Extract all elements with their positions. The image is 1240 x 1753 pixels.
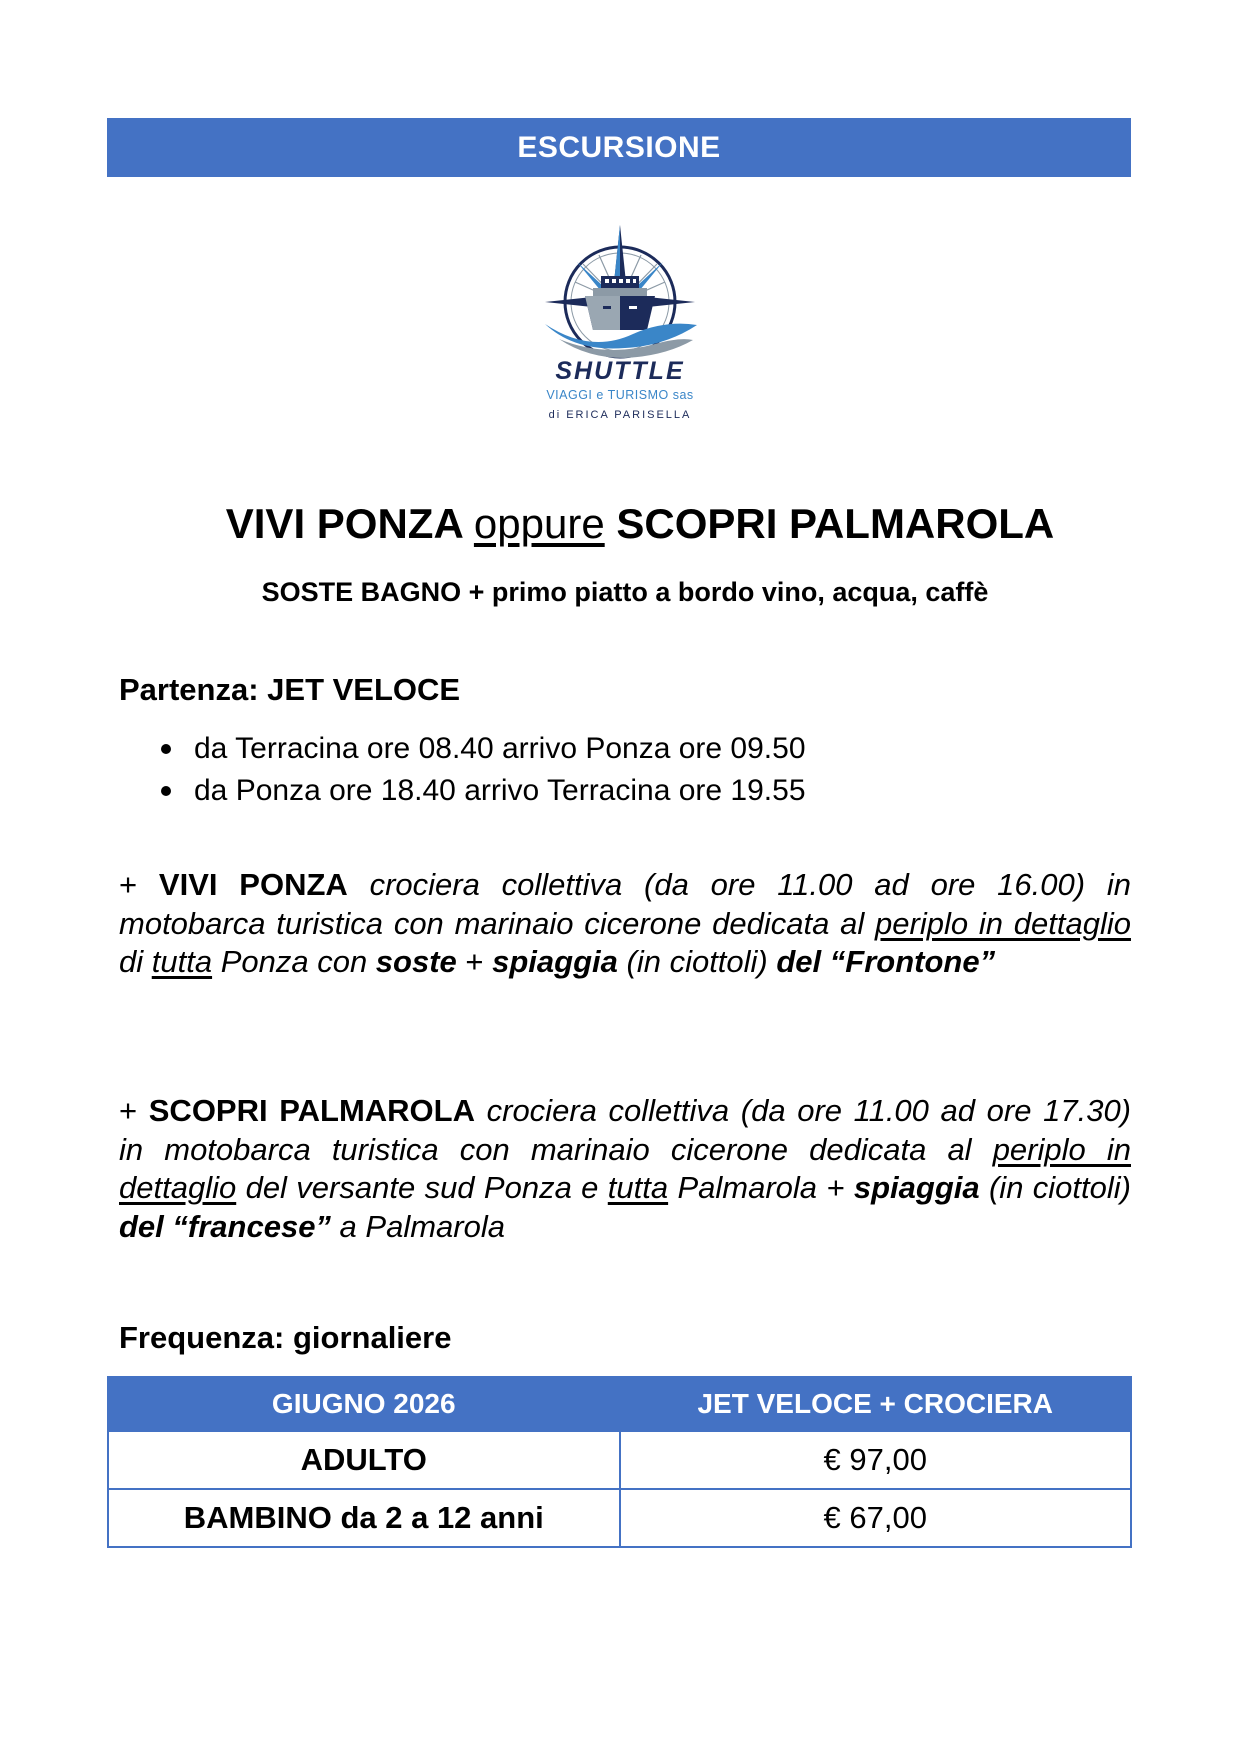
page-title xyxy=(0,500,1240,548)
column-header: GIUGNO 2026 xyxy=(108,1377,620,1431)
fare-price: € 97,00 xyxy=(620,1431,1132,1489)
logo-brand: SHUTTLE xyxy=(555,357,685,385)
tour-scopri-palmarola: + SCOPRI PALMAROLA crociera collettiva (da ore 11.00 ad ore 17.30) in motobarca turistica con marinaio cicerone dedicata al periplo in dettaglio del versante sud Ponza e tutta Palmarola + spiaggia (in ciottoli) del “francese” a Palmarola xyxy=(119,1093,1132,1244)
fare-label: BAMBINO da 2 a 12 anni xyxy=(108,1489,620,1547)
departure-heading: Partenza: JET VELOCE xyxy=(119,672,461,707)
tour-name: VIVI PONZA xyxy=(158,867,348,902)
logo-owner: di ERICA PARISELLA xyxy=(548,409,692,421)
title-part1: VIVI PONZA xyxy=(225,500,463,547)
frequency: Frequenza: giornaliere xyxy=(119,1320,452,1355)
company-logo xyxy=(515,222,725,447)
list-item: da Ponza ore 18.40 arrivo Terracina ore 19.55 xyxy=(119,770,806,812)
page-subtitle: SOSTE BAGNO + primo piatto a bordo vino, acqua, caffè xyxy=(261,577,989,607)
compass-ship-icon xyxy=(515,222,725,447)
logo-tagline: VIAGGI e TURISMO sas xyxy=(546,388,694,402)
list-item: da Terracina ore 08.40 arrivo Ponza ore 09.50 xyxy=(119,728,806,770)
column-header: JET VELOCE + CROCIERA xyxy=(620,1377,1132,1431)
price-table xyxy=(107,1376,1132,1548)
tour-vivi-ponza: + VIVI PONZA crociera collettiva (da ore 11.00 ad ore 16.00) in motobarca turistica con marinaio cicerone dedicata al periplo in dettaglio di tutta Ponza con soste + spiaggia (in ciottoli) del “Frontone” xyxy=(119,867,1131,979)
banner-label: ESCURSIONE xyxy=(517,130,721,164)
fare-price: € 67,00 xyxy=(620,1489,1132,1547)
table-row xyxy=(108,1431,1131,1489)
excursion-banner xyxy=(107,118,1131,177)
fare-label: ADULTO xyxy=(108,1431,620,1489)
title-part2: SCOPRI PALMAROLA xyxy=(616,500,1055,547)
title-connector: oppure xyxy=(473,500,605,547)
table-row xyxy=(108,1489,1131,1547)
tour-name: SCOPRI PALMAROLA xyxy=(148,1093,475,1128)
departure-list xyxy=(119,728,806,812)
